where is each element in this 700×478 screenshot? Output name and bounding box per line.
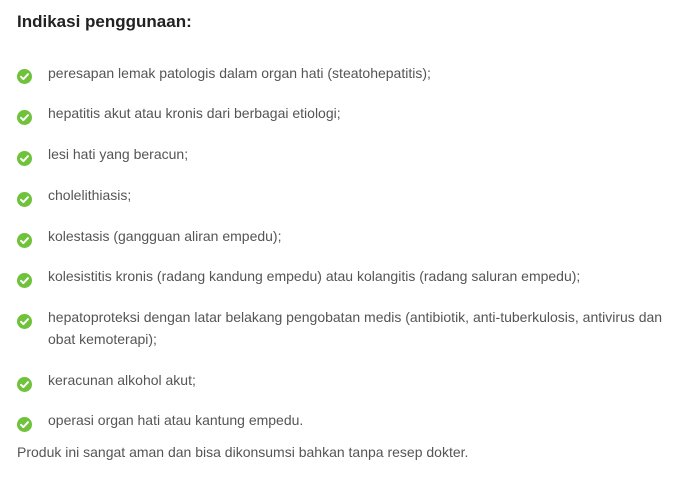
list-item-text: kolestasis (gangguan aliran empedu);: [48, 228, 282, 244]
check-circle-icon: [17, 314, 32, 329]
list-item-text: peresapan lemak patologis dalam organ hati (steatohepatitis);: [48, 65, 431, 81]
footer-note: Produk ini sangat aman dan bisa dikonsumsi bahkan tanpa resep dokter.: [17, 444, 469, 460]
check-circle-icon: [17, 417, 32, 432]
check-circle-icon: [17, 233, 32, 248]
check-circle-icon: [17, 69, 32, 84]
list-item-text: hepatoproteksi dengan latar belakang pengobatan medis (antibiotik, anti-tuberkulosis, antivirus dan obat kemoterapi);: [48, 309, 663, 347]
list-item-text: operasi organ hati atau kantung empedu.: [48, 412, 304, 428]
list-item-text: kolesistitis kronis (radang kandung empedu) atau kolangitis (radang saluran empedu);: [48, 268, 581, 284]
check-circle-icon: [17, 192, 32, 207]
check-circle-icon: [17, 110, 32, 125]
list-item-text: cholelithiasis;: [48, 187, 132, 203]
list-item-text: lesi hati yang beracun;: [48, 146, 189, 162]
section-heading: Indikasi penggunaan:: [17, 12, 192, 31]
check-circle-icon: [17, 377, 32, 392]
list-item-text: keracunan alkohol akut;: [48, 372, 196, 388]
list-item-text: hepatitis akut atau kronis dari berbagai etiologi;: [48, 105, 341, 121]
check-circle-icon: [17, 151, 32, 166]
check-circle-icon: [17, 273, 32, 288]
